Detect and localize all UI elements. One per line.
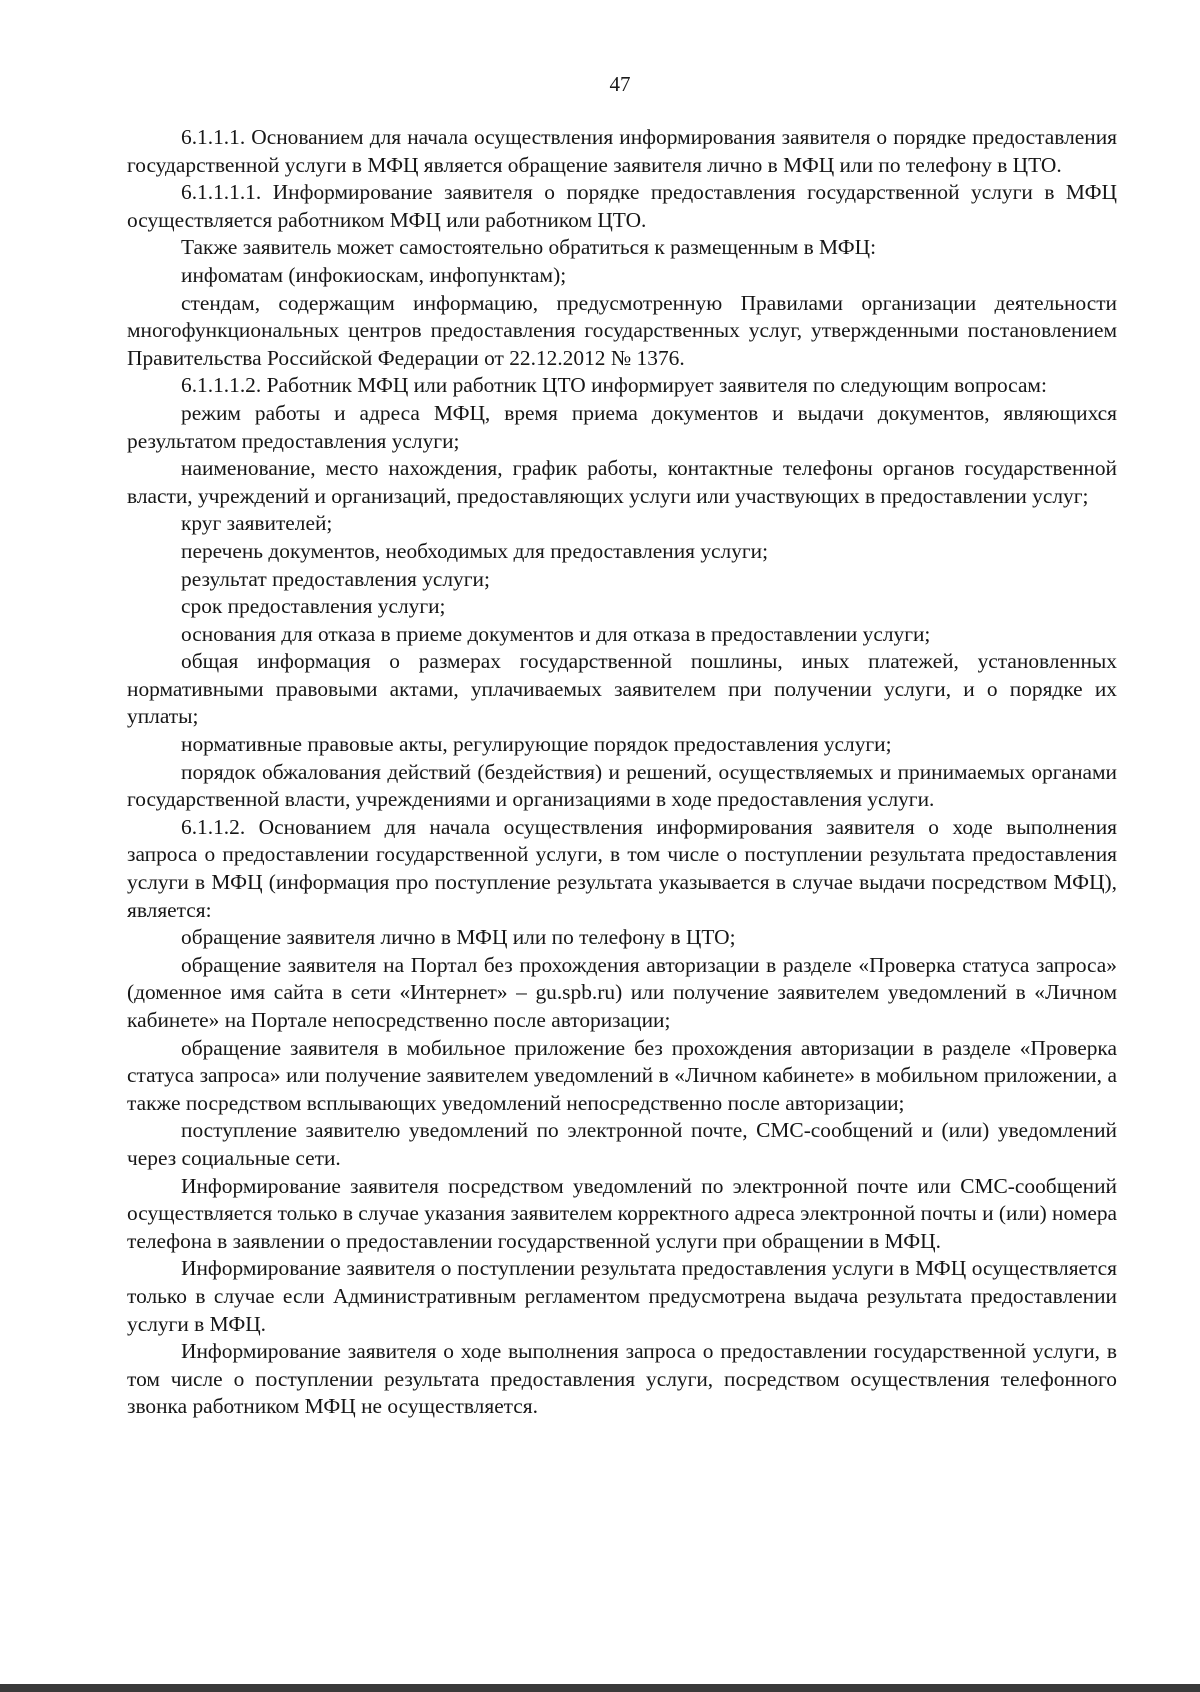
paragraph: Также заявитель может самостоятельно обратиться к размещенным в МФЦ: <box>181 235 877 260</box>
paragraph: 6.1.1.2. Основанием для начала осуществления информирования заявителя о ходе выполнения запроса о предоставлении государственной услуги, в том числе о поступлении результата предоставления услуги в МФЦ (информация про поступление результата указывается в случае выдачи посредством МФЦ), является: <box>127 814 1117 922</box>
list-item: общая информация о размерах государственной пошлины, иных платежей, установленных нормативными правовыми актами, уплачиваемых заявителем при получении услуги, и о порядке их уплаты; <box>127 649 1117 729</box>
document-body <box>127 124 1117 1421</box>
list-item: нормативные правовые акты, регулирующие порядок предоставления услуги; <box>181 732 892 757</box>
list-item: основания для отказа в приеме документов и для отказа в предоставлении услуги; <box>181 621 931 646</box>
scan-edge-divider <box>0 1684 1200 1692</box>
list-item: обращение заявителя на Портал без прохождения авторизации в разделе «Проверка статуса запроса» (доменное имя сайта в сети «Интернет» – gu.spb.ru) или получение заявителем уведомлений в «Личном кабинете» на Портале непосредственно после авторизации; <box>127 952 1117 1032</box>
list-item: режим работы и адреса МФЦ, время приема документов и выдачи документов, являющихся результатом предоставления услуги; <box>127 400 1117 453</box>
paragraph: 6.1.1.1.1. Информирование заявителя о порядке предоставления государственной услуги в МФЦ осуществляется работником МФЦ или работником ЦТО. <box>127 180 1117 232</box>
list-item: перечень документов, необходимых для предоставления услуги; <box>181 538 769 563</box>
paragraph: Информирование заявителя посредством уведомлений по электронной почте или СМС-сообщений осуществляется только в случае указания заявителем корректного адреса электронной почты и (или) номера телефона в заявлении о предоставлении государственной услуги при обращении в МФЦ. <box>127 1173 1118 1253</box>
list-item: обращение заявителя лично в МФЦ или по телефону в ЦТО; <box>181 925 736 950</box>
list-item: инфоматам (инфокиоскам, инфопунктам); <box>181 262 567 287</box>
paragraph: 6.1.1.1.2. Работник МФЦ или работник ЦТО информирует заявителя по следующим вопросам: <box>181 373 1047 398</box>
list-item: результат предоставления услуги; <box>181 566 490 591</box>
paragraph: Информирование заявителя о ходе выполнения запроса о предоставлении государственной услуги, в том числе о поступлении результата предоставления услуги, посредством осуществления телефонного звонка работником МФЦ не осуществляется. <box>127 1339 1117 1419</box>
list-item: наименование, место нахождения, график работы, контактные телефоны органов государственной власти, учреждений и организаций, предоставляющих услуги или участвующих в предоставлении услуг; <box>127 456 1117 508</box>
list-item: срок предоставления услуги; <box>181 594 446 619</box>
list-item: круг заявителей; <box>181 511 333 536</box>
list-item: поступление заявителю уведомлений по электронной почте, СМС-сообщений и (или) уведомлений через социальные сети. <box>127 1118 1117 1170</box>
paragraph: Информирование заявителя о поступлении результата предоставления услуги в МФЦ осуществляется только в случае если Административным регламентом предусмотрена выдача результата предоставлении услуги в МФЦ. <box>127 1256 1117 1336</box>
list-item: стендам, содержащим информацию, предусмотренную Правилами организации деятельности многофункциональных центров предоставления государственных услуг, утвержденными постановлением Правительства Российской Федерации от 22.12.2012 № 1376. <box>127 290 1117 370</box>
list-item: порядок обжалования действий (бездействия) и решений, осуществляемых и принимаемых органами государственной власти, учреждениями и организациями в ходе предоставления услуги. <box>127 759 1117 812</box>
page-number: 47 <box>609 72 631 96</box>
paragraph: 6.1.1.1. Основанием для начала осуществления информирования заявителя о порядке предоставления государственной услуги в МФЦ является обращение заявителя лично в МФЦ или по телефону в ЦТО. <box>127 125 1117 177</box>
list-item: обращение заявителя в мобильное приложение без прохождения авторизации в разделе «Проверка статуса запроса» или получение заявителем уведомлений в «Личном кабинете» в мобильном приложении, а также посредством всплывающих уведомлений непосредственно после авторизации; <box>127 1035 1117 1115</box>
